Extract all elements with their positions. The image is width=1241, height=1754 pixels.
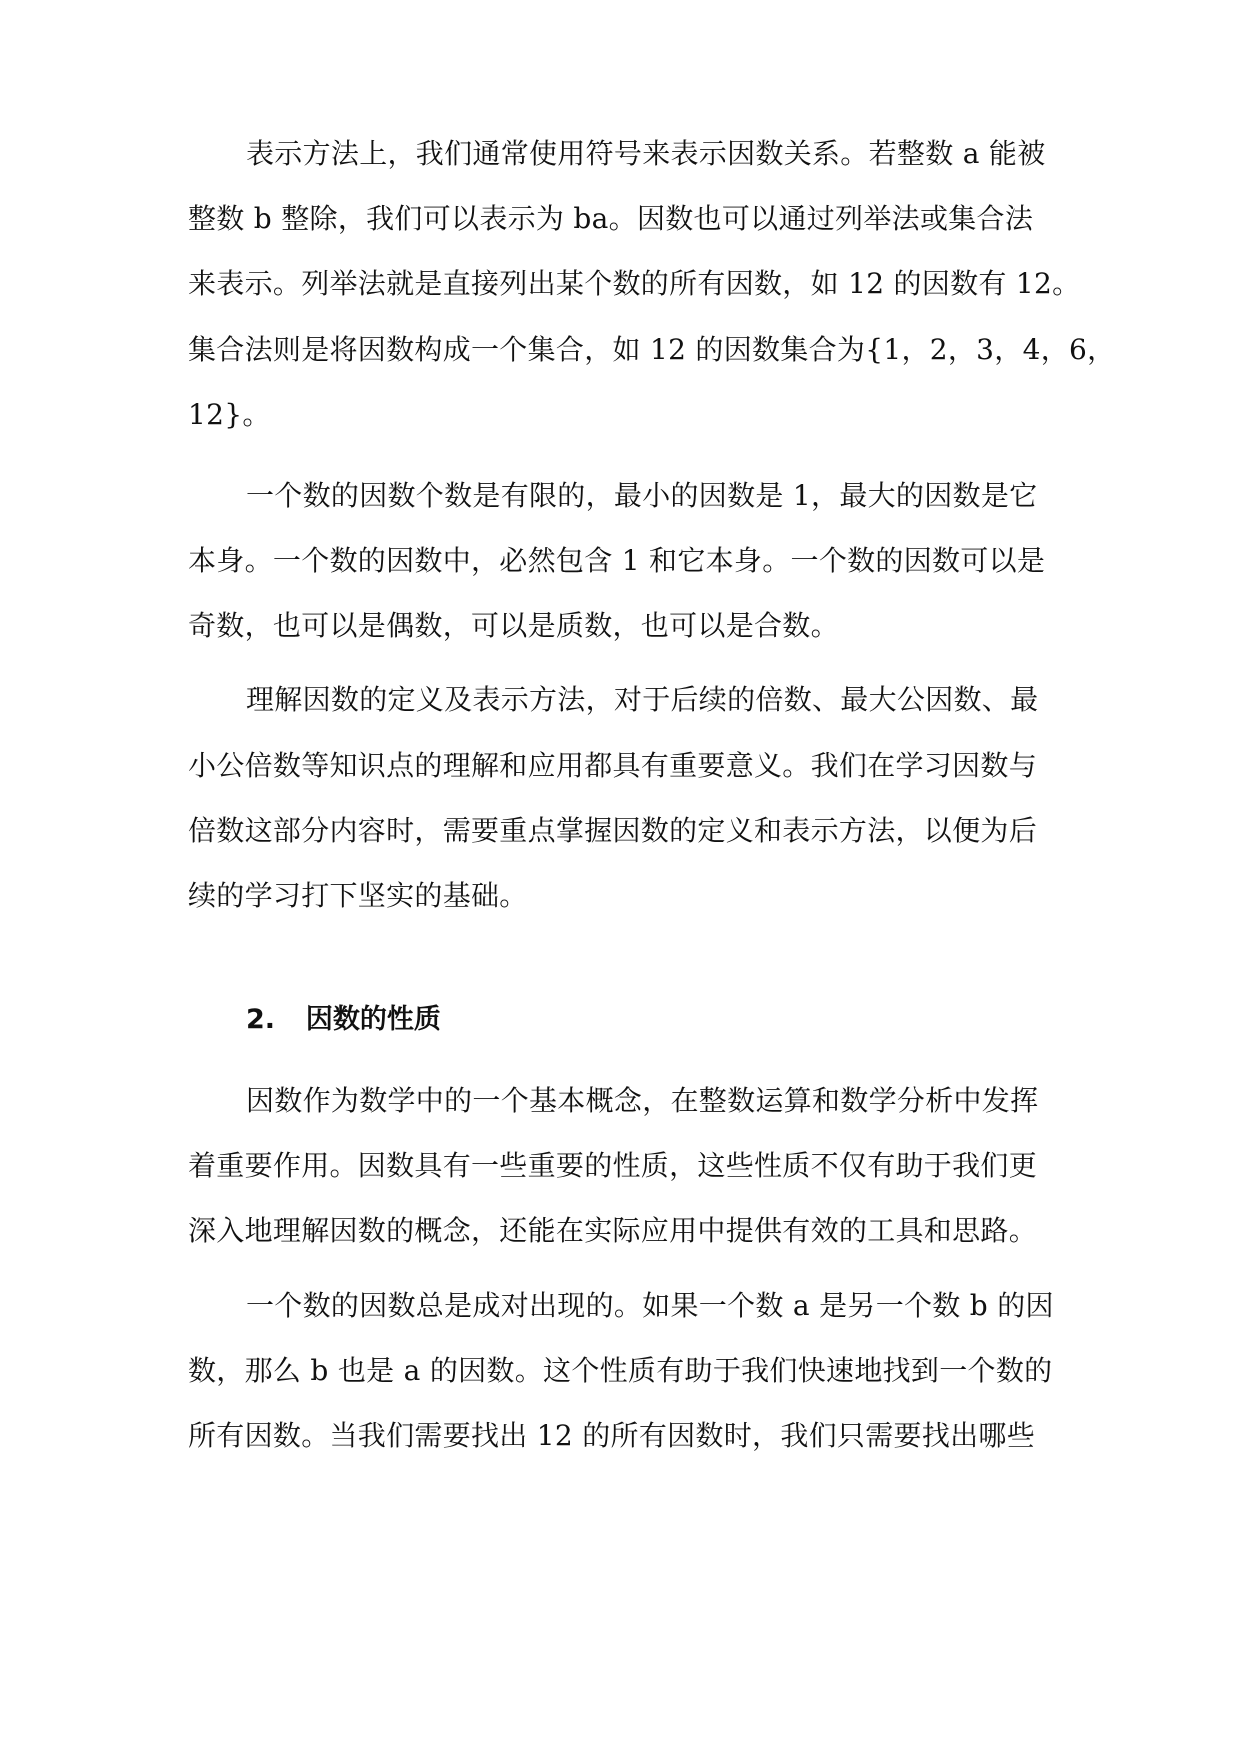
paragraph-4-line-3: 深入地理解因数的概念，还能在实际应用中提供有效的工具和思路。	[188, 1214, 1038, 1247]
section-title: 因数的性质	[305, 1004, 441, 1035]
paragraph-3-line-3: 倍数这部分内容时，需要重点掌握因数的定义和表示方法，以便为后	[188, 814, 1038, 847]
paragraph-1-line-5: 12}。	[188, 398, 271, 431]
paragraph-1-line-1: 表示方法上，我们通常使用符号来表示因数关系。若整数 a 能被	[246, 137, 1046, 170]
paragraph-1-line-2: 整数 b 整除，我们可以表示为 ba。因数也可以通过列举法或集合法	[188, 202, 1034, 235]
paragraph-1-line-3: 来表示。列举法就是直接列出某个数的所有因数，如 12 的因数有 12。	[188, 267, 1081, 300]
section-number: 2.	[246, 1004, 276, 1035]
paragraph-5-line-3: 所有因数。当我们需要找出 12 的所有因数时，我们只需要找出哪些	[188, 1419, 1036, 1452]
section-heading	[246, 1000, 441, 1040]
paragraph-2-line-3: 奇数，也可以是偶数，可以是质数，也可以是合数。	[188, 609, 839, 642]
paragraph-4-line-1: 因数作为数学中的一个基本概念，在整数运算和数学分析中发挥	[246, 1084, 1039, 1117]
paragraph-3-line-1: 理解因数的定义及表示方法，对于后续的倍数、最大公因数、最	[246, 683, 1039, 716]
paragraph-5-line-2: 数，那么 b 也是 a 的因数。这个性质有助于我们快速地找到一个数的	[188, 1354, 1053, 1387]
paragraph-1-line-4: 集合法则是将因数构成一个集合，如 12 的因数集合为{1，2，3，4，6，	[188, 333, 1116, 366]
paragraph-3-line-4: 续的学习打下坚实的基础。	[188, 879, 528, 912]
paragraph-3-line-2: 小公倍数等知识点的理解和应用都具有重要意义。我们在学习因数与	[188, 749, 1038, 782]
paragraph-5-line-1: 一个数的因数总是成对出现的。如果一个数 a 是另一个数 b 的因	[246, 1289, 1054, 1322]
paragraph-2-line-2: 本身。一个数的因数中，必然包含 1 和它本身。一个数的因数可以是	[188, 544, 1046, 577]
paragraph-2-line-1: 一个数的因数个数是有限的，最小的因数是 1，最大的因数是它	[246, 479, 1038, 512]
paragraph-4-line-2: 着重要作用。因数具有一些重要的性质，这些性质不仅有助于我们更	[188, 1149, 1038, 1182]
